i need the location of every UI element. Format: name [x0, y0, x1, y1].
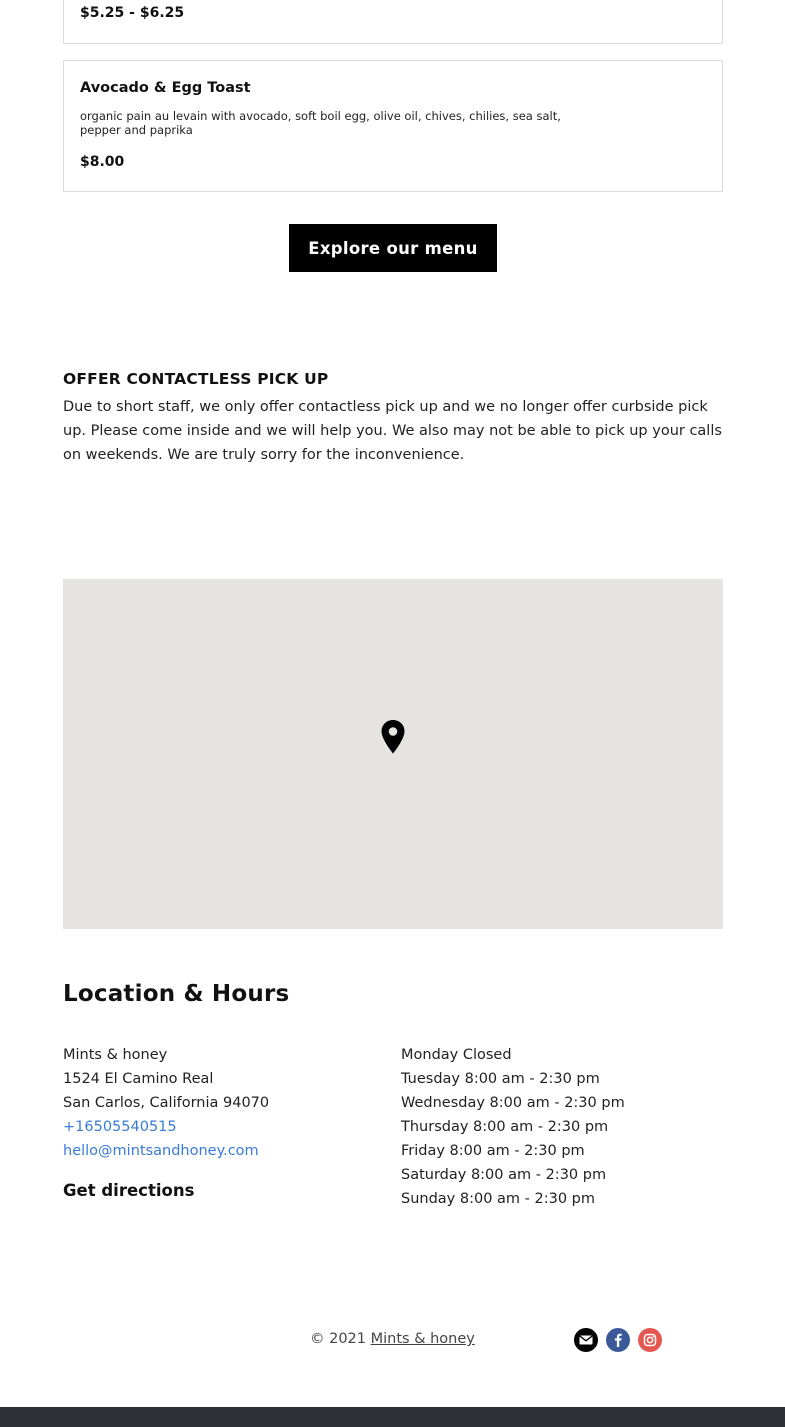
menu-item-price: $8.00	[80, 154, 125, 170]
footer-copyright	[310, 1331, 475, 1347]
email-icon	[574, 1328, 598, 1352]
menu-item-card-previous	[63, 0, 723, 44]
business-name: Mints & honey	[63, 1047, 168, 1063]
hours-friday: Friday 8:00 am - 2:30 pm	[401, 1143, 585, 1159]
phone-link[interactable]: +16505540515	[63, 1119, 177, 1135]
notice-body: Due to short staff, we only offer contactless pick up and we no longer offer curbside pick up. Please come inside and we will help you. We also may not be able to pick up your calls on weekends. We are truly sorry for the inconvenience.	[63, 399, 722, 463]
facebook-icon	[606, 1328, 630, 1352]
facebook-social-link[interactable]	[606, 1328, 630, 1352]
location-hours-heading: Location & Hours	[63, 981, 290, 1007]
menu-item-title: Avocado & Egg Toast	[80, 80, 251, 96]
explore-menu-button[interactable]: Explore our menu	[289, 224, 497, 272]
city-state-zip: San Carlos, California 94070	[63, 1095, 270, 1111]
copyright-text: © 2021	[310, 1331, 367, 1347]
hours-sunday: Sunday 8:00 am - 2:30 pm	[401, 1191, 595, 1207]
get-directions-link[interactable]: Get directions	[63, 1181, 195, 1200]
menu-item-description: organic pain au levain with avocado, soft boil egg, olive oil, chives, chilies, sea salt, pepper and paprika	[80, 109, 561, 137]
opening-hours-list	[401, 1043, 625, 1211]
notice-title: OFFER CONTACTLESS PICK UP	[63, 370, 329, 388]
hours-monday: Monday Closed	[401, 1047, 512, 1063]
address-block	[63, 1043, 269, 1163]
street-address: 1524 El Camino Real	[63, 1071, 214, 1087]
hours-tuesday: Tuesday 8:00 am - 2:30 pm	[401, 1071, 600, 1087]
hours-thursday: Thursday 8:00 am - 2:30 pm	[401, 1119, 609, 1135]
hours-saturday: Saturday 8:00 am - 2:30 pm	[401, 1167, 607, 1183]
location-map[interactable]	[63, 579, 723, 929]
menu-item-price: $5.25 - $6.25	[80, 5, 185, 21]
email-social-link[interactable]	[574, 1328, 598, 1352]
menu-item-card	[63, 60, 723, 192]
instagram-icon	[638, 1328, 662, 1352]
page-bottom-bar	[0, 1407, 785, 1427]
footer-brand-link[interactable]: Mints & honey	[370, 1331, 475, 1347]
instagram-social-link[interactable]	[638, 1328, 662, 1352]
map-pin-icon[interactable]	[380, 719, 406, 755]
hours-wednesday: Wednesday 8:00 am - 2:30 pm	[401, 1095, 625, 1111]
email-link[interactable]: hello@mintsandhoney.com	[63, 1143, 259, 1159]
